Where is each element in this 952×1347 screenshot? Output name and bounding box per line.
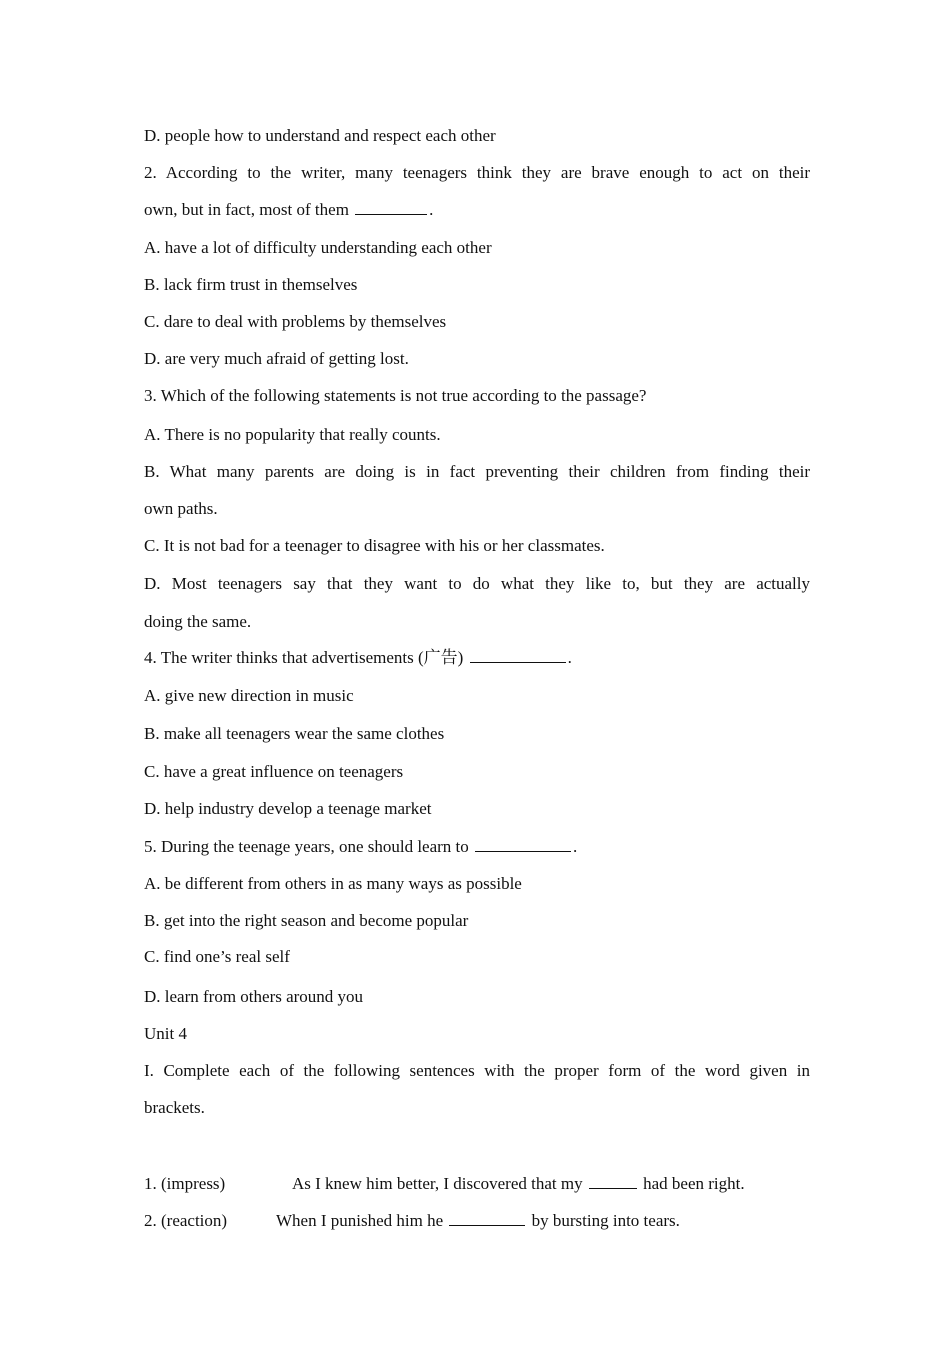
- exercise-1-before: As I knew him better, I discovered that my: [292, 1174, 583, 1193]
- q5-stem-line: [144, 836, 577, 858]
- q3-option-d-line2: doing the same.: [144, 612, 252, 631]
- q5-option-b: B. get into the right season and become popular: [144, 911, 469, 930]
- exercise-1-after: had been right.: [643, 1174, 745, 1193]
- q4-stem-end: .: [567, 648, 572, 667]
- exercise-1-word: 1. (impress): [144, 1174, 226, 1193]
- q4-answer-blank: [470, 648, 566, 663]
- exercise-2-after: by bursting into tears.: [531, 1211, 680, 1230]
- exercise-1-blank: [589, 1174, 637, 1189]
- q2-stem-line2: [144, 199, 433, 221]
- q2-option-c: C. dare to deal with problems by themselves: [144, 312, 447, 331]
- q5-option-a: A. be different from others in as many ways as possible: [144, 874, 522, 893]
- q3-option-c: C. It is not bad for a teenager to disagree with his or her classmates.: [144, 536, 605, 555]
- q3-option-b-line2: own paths.: [144, 499, 218, 518]
- q5-option-c: C. find one’s real self: [144, 947, 290, 966]
- instruction-line1: I. Complete each of the following sentences with the proper form of the word given in: [144, 1061, 810, 1080]
- q5-option-d: D. learn from others around you: [144, 987, 364, 1006]
- q2-option-a: A. have a lot of difficulty understanding each other: [144, 238, 492, 257]
- q4-option-c: C. have a great influence on teenagers: [144, 762, 404, 781]
- q2-option-b: B. lack firm trust in themselves: [144, 275, 358, 294]
- instruction-line2: brackets.: [144, 1098, 205, 1117]
- q3-option-b-line1: B. What many parents are doing is in fact preventing their children from finding their: [144, 462, 810, 481]
- unit-heading: Unit 4: [144, 1024, 187, 1043]
- q3-option-d-line1: D. Most teenagers say that they want to do what they like to, but they are actually: [144, 574, 810, 593]
- q5-stem-end: .: [573, 837, 578, 856]
- q1-option-d: D. people how to understand and respect each other: [144, 126, 496, 145]
- exercise-2-blank: [449, 1211, 525, 1226]
- q2-option-d: D. are very much afraid of getting lost.: [144, 349, 409, 368]
- q5-answer-blank: [475, 837, 571, 852]
- q3-option-a: A. There is no popularity that really counts.: [144, 425, 441, 444]
- exercise-2-before: When I punished him he: [276, 1211, 444, 1230]
- q4-option-a: A. give new direction in music: [144, 686, 354, 705]
- q5-stem-text: 5. During the teenage years, one should learn to: [144, 837, 469, 856]
- exercise-item-1: [144, 1173, 745, 1195]
- q4-stem-text: 4. The writer thinks that advertisements (广告): [144, 648, 464, 667]
- q2-stem-end: .: [429, 200, 434, 219]
- q3-stem: 3. Which of the following statements is not true according to the passage?: [144, 386, 647, 405]
- q2-stem-line1: 2. According to the writer, many teenagers think they are brave enough to act on their: [144, 163, 810, 182]
- exercise-2-word: 2. (reaction): [144, 1211, 228, 1230]
- q4-option-b: B. make all teenagers wear the same clothes: [144, 724, 445, 743]
- q2-answer-blank: [355, 200, 427, 215]
- exercise-item-2: [144, 1210, 680, 1232]
- q4-stem-line: [144, 647, 572, 669]
- q2-stem-text: own, but in fact, most of them: [144, 200, 349, 219]
- q4-option-d: D. help industry develop a teenage market: [144, 799, 432, 818]
